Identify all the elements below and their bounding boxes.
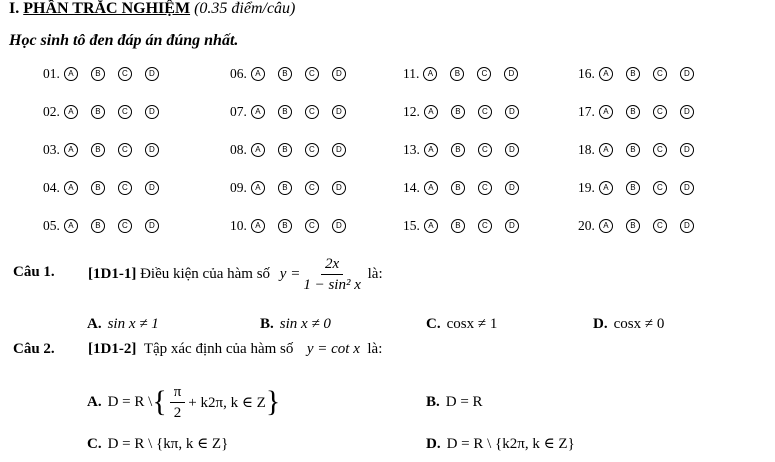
answer-bubble-b[interactable]: B <box>278 105 292 119</box>
answer-row <box>43 180 172 196</box>
answer-bubble-d[interactable]: D <box>680 143 694 157</box>
q1-option-c[interactable] <box>426 316 497 333</box>
answer-row <box>230 104 359 120</box>
answer-bubble-c[interactable]: C <box>653 143 667 157</box>
answer-bubble-b[interactable]: B <box>278 219 292 233</box>
q1-option-d[interactable] <box>593 316 664 333</box>
question-2-label: Câu 2. <box>13 341 55 357</box>
answer-bubble-b[interactable]: B <box>91 143 105 157</box>
answer-bubble-b[interactable]: B <box>626 181 640 195</box>
answer-bubble-a[interactable]: A <box>599 105 613 119</box>
answer-bubble-b[interactable]: B <box>278 67 292 81</box>
answer-bubble-c[interactable]: C <box>305 181 319 195</box>
q2-option-a-numerator: π <box>170 384 186 403</box>
answer-row-number: 15. <box>403 218 420 233</box>
answer-bubble-d[interactable]: D <box>332 181 346 195</box>
answer-bubble-b[interactable]: B <box>626 143 640 157</box>
q1-option-b-text: sin x ≠ 0 <box>279 316 331 332</box>
question-2-tail: là: <box>367 341 383 357</box>
q1-option-a[interactable] <box>87 316 159 333</box>
answer-bubble-d[interactable]: D <box>680 219 694 233</box>
answer-bubble-c[interactable]: C <box>653 219 667 233</box>
q2-option-d[interactable] <box>426 434 575 453</box>
answer-bubble-c[interactable]: C <box>653 181 667 195</box>
answer-bubble-b[interactable]: B <box>451 219 465 233</box>
q2-option-d-letter: D. <box>426 436 441 452</box>
answer-bubble-a[interactable]: A <box>251 105 265 119</box>
answer-bubble-a[interactable]: A <box>64 143 78 157</box>
answer-row <box>403 66 531 82</box>
answer-bubble-d[interactable]: D <box>505 105 519 119</box>
section-title <box>9 0 295 18</box>
answer-bubble-b[interactable]: B <box>278 181 292 195</box>
answer-row-number: 08. <box>230 142 247 157</box>
q2-option-c-text: D = R \ {kπ, k ∈ Z} <box>107 436 229 452</box>
answer-bubble-d[interactable]: D <box>332 219 346 233</box>
answer-row-number: 10. <box>230 218 247 233</box>
q2-option-a-denominator: 2 <box>173 404 182 421</box>
answer-bubble-d[interactable]: D <box>680 67 694 81</box>
question-2-stem: Tập xác định của hàm số <box>143 341 294 357</box>
answer-bubble-d[interactable]: D <box>145 143 159 157</box>
answer-row <box>230 66 359 82</box>
answer-bubble-b[interactable]: B <box>626 67 640 81</box>
answer-bubble-c[interactable]: C <box>118 181 132 195</box>
q1-option-b-letter: B. <box>260 316 274 332</box>
answer-bubble-d[interactable]: D <box>505 219 519 233</box>
question-2-text <box>88 341 382 358</box>
answer-bubble-c[interactable]: C <box>305 67 319 81</box>
answer-bubble-d[interactable]: D <box>505 143 519 157</box>
answer-row-number: 03. <box>43 142 60 157</box>
q2-option-a-close-brace: } <box>265 385 281 418</box>
answer-row-number: 01. <box>43 66 60 81</box>
answer-row-number: 20. <box>578 218 595 233</box>
answer-bubble-d[interactable]: D <box>505 181 519 195</box>
answer-row <box>578 218 707 234</box>
answer-row <box>43 142 172 158</box>
answer-bubble-d[interactable]: D <box>332 67 346 81</box>
answer-row-number: 02. <box>43 104 60 119</box>
answer-bubble-c[interactable]: C <box>305 105 319 119</box>
answer-bubble-a[interactable]: A <box>251 219 265 233</box>
q1-option-d-text: cosx ≠ 0 <box>613 316 665 332</box>
answer-bubble-d[interactable]: D <box>145 67 159 81</box>
answer-bubble-c[interactable]: C <box>478 219 492 233</box>
answer-bubble-a[interactable]: A <box>599 143 613 157</box>
q1-option-d-letter: D. <box>593 316 608 332</box>
answer-row-number: 09. <box>230 180 247 195</box>
answer-bubble-a[interactable]: A <box>64 219 78 233</box>
answer-bubble-d[interactable]: D <box>145 219 159 233</box>
question-1-denominator: 1 − sin² x <box>303 276 361 293</box>
question-1-fraction <box>303 256 361 293</box>
answer-row <box>578 104 707 120</box>
answer-row-number: 11. <box>403 66 420 81</box>
answer-row-number: 07. <box>230 104 247 119</box>
answer-row <box>403 142 532 158</box>
answer-bubble-a[interactable]: A <box>424 105 438 119</box>
answer-bubble-d[interactable]: D <box>145 105 159 119</box>
answer-row-number: 04. <box>43 180 60 195</box>
question-2-formula: y = cot x <box>306 341 360 357</box>
q1-option-c-text: cosx ≠ 1 <box>446 316 498 332</box>
answer-bubble-c[interactable]: C <box>478 105 492 119</box>
answer-bubble-a[interactable]: A <box>64 181 78 195</box>
answer-bubble-c[interactable]: C <box>653 67 667 81</box>
answer-row <box>578 66 707 82</box>
answer-row <box>43 66 172 82</box>
answer-bubble-c[interactable]: C <box>477 67 491 81</box>
answer-row <box>403 104 532 120</box>
answer-bubble-b[interactable]: B <box>451 105 465 119</box>
instruction-text: Học sinh tô đen đáp án đúng nhất. <box>9 32 239 49</box>
q2-option-a-fraction <box>170 384 186 421</box>
answer-bubble-b[interactable]: B <box>91 67 105 81</box>
answer-row <box>230 218 359 234</box>
answer-bubble-b[interactable]: B <box>91 105 105 119</box>
answer-bubble-c[interactable]: C <box>118 219 132 233</box>
q2-option-c-letter: C. <box>87 436 102 452</box>
answer-row-number: 12. <box>403 104 420 119</box>
answer-bubble-a[interactable]: A <box>599 219 613 233</box>
answer-bubble-b[interactable]: B <box>91 219 105 233</box>
answer-bubble-a[interactable]: A <box>251 181 265 195</box>
answer-bubble-d[interactable]: D <box>680 181 694 195</box>
answer-bubble-a[interactable]: A <box>599 181 613 195</box>
q1-option-a-text: sin x ≠ 1 <box>107 316 159 332</box>
answer-row-number: 17. <box>578 104 595 119</box>
answer-bubble-b[interactable]: B <box>450 67 464 81</box>
answer-row-number: 19. <box>578 180 595 195</box>
answer-bubble-c[interactable]: C <box>478 143 492 157</box>
answer-bubble-c[interactable]: C <box>118 105 132 119</box>
q2-option-b-letter: B. <box>426 394 440 410</box>
answer-row <box>403 180 532 196</box>
question-1-numerator: 2x <box>321 256 343 275</box>
question-1-label: Câu 1. <box>13 264 55 280</box>
answer-bubble-d[interactable]: D <box>680 105 694 119</box>
answer-bubble-a[interactable]: A <box>423 67 437 81</box>
answer-bubble-b[interactable]: B <box>451 181 465 195</box>
answer-bubble-b[interactable]: B <box>626 219 640 233</box>
q2-option-b-text: D = R <box>445 394 483 410</box>
q2-option-a-suffix: + k2π, k ∈ Z <box>188 394 266 411</box>
answer-bubble-d[interactable]: D <box>504 67 518 81</box>
question-2-code: [1D1-2] <box>88 341 137 357</box>
answer-bubble-d[interactable]: D <box>145 181 159 195</box>
answer-row <box>403 218 532 234</box>
answer-bubble-b[interactable]: B <box>626 105 640 119</box>
answer-bubble-b[interactable]: B <box>451 143 465 157</box>
answer-bubble-c[interactable]: C <box>118 67 132 81</box>
answer-bubble-a[interactable]: A <box>251 143 265 157</box>
section-points-note: (0.35 điểm/câu) <box>194 0 296 17</box>
answer-bubble-a[interactable]: A <box>599 67 613 81</box>
answer-row <box>578 180 707 196</box>
question-1-stem: Điều kiện của hàm số <box>140 265 271 282</box>
answer-bubble-b[interactable]: B <box>278 143 292 157</box>
answer-row <box>230 180 359 196</box>
answer-row <box>43 104 172 120</box>
q2-option-b[interactable] <box>426 394 483 411</box>
answer-row-number: 14. <box>403 180 420 195</box>
answer-bubble-c[interactable]: C <box>653 105 667 119</box>
answer-bubble-c[interactable]: C <box>305 219 319 233</box>
answer-row <box>578 142 707 158</box>
q2-option-a-prefix: D = R \ <box>107 393 153 410</box>
answer-row-number: 05. <box>43 218 60 233</box>
answer-bubble-a[interactable]: A <box>251 67 265 81</box>
q1-option-c-letter: C. <box>426 316 441 332</box>
q2-option-d-text: D = R \ {k2π, k ∈ Z} <box>446 436 575 452</box>
answer-bubble-b[interactable]: B <box>91 181 105 195</box>
section-heading: PHẦN TRẮC NGHIỆM <box>23 0 191 17</box>
question-1-code: [1D1-1] <box>88 265 137 282</box>
q2-option-a-letter: A. <box>87 393 102 410</box>
answer-row-number: 16. <box>578 66 595 81</box>
question-1-text <box>88 254 383 294</box>
answer-row-number: 13. <box>403 142 420 157</box>
answer-bubble-a[interactable]: A <box>424 219 438 233</box>
answer-row <box>43 218 172 234</box>
q1-option-a-letter: A. <box>87 316 102 332</box>
answer-bubble-d[interactable]: D <box>332 143 346 157</box>
answer-bubble-a[interactable]: A <box>64 67 78 81</box>
answer-bubble-a[interactable]: A <box>424 143 438 157</box>
answer-row-number: 18. <box>578 142 595 157</box>
answer-row <box>230 142 359 158</box>
q2-option-a[interactable] <box>87 380 280 424</box>
question-1-formula-lhs: y = <box>279 265 301 282</box>
q2-option-c[interactable] <box>87 434 228 453</box>
answer-bubble-c[interactable]: C <box>305 143 319 157</box>
answer-bubble-d[interactable]: D <box>332 105 346 119</box>
answer-row-number: 06. <box>230 66 247 81</box>
q2-option-a-open-brace: { <box>152 385 167 418</box>
answer-bubble-c[interactable]: C <box>478 181 492 195</box>
answer-bubble-c[interactable]: C <box>118 143 132 157</box>
q1-option-b[interactable] <box>260 316 331 333</box>
answer-bubble-a[interactable]: A <box>64 105 78 119</box>
answer-bubble-a[interactable]: A <box>424 181 438 195</box>
question-1-tail: là: <box>367 265 383 282</box>
section-number: I. <box>9 0 20 17</box>
